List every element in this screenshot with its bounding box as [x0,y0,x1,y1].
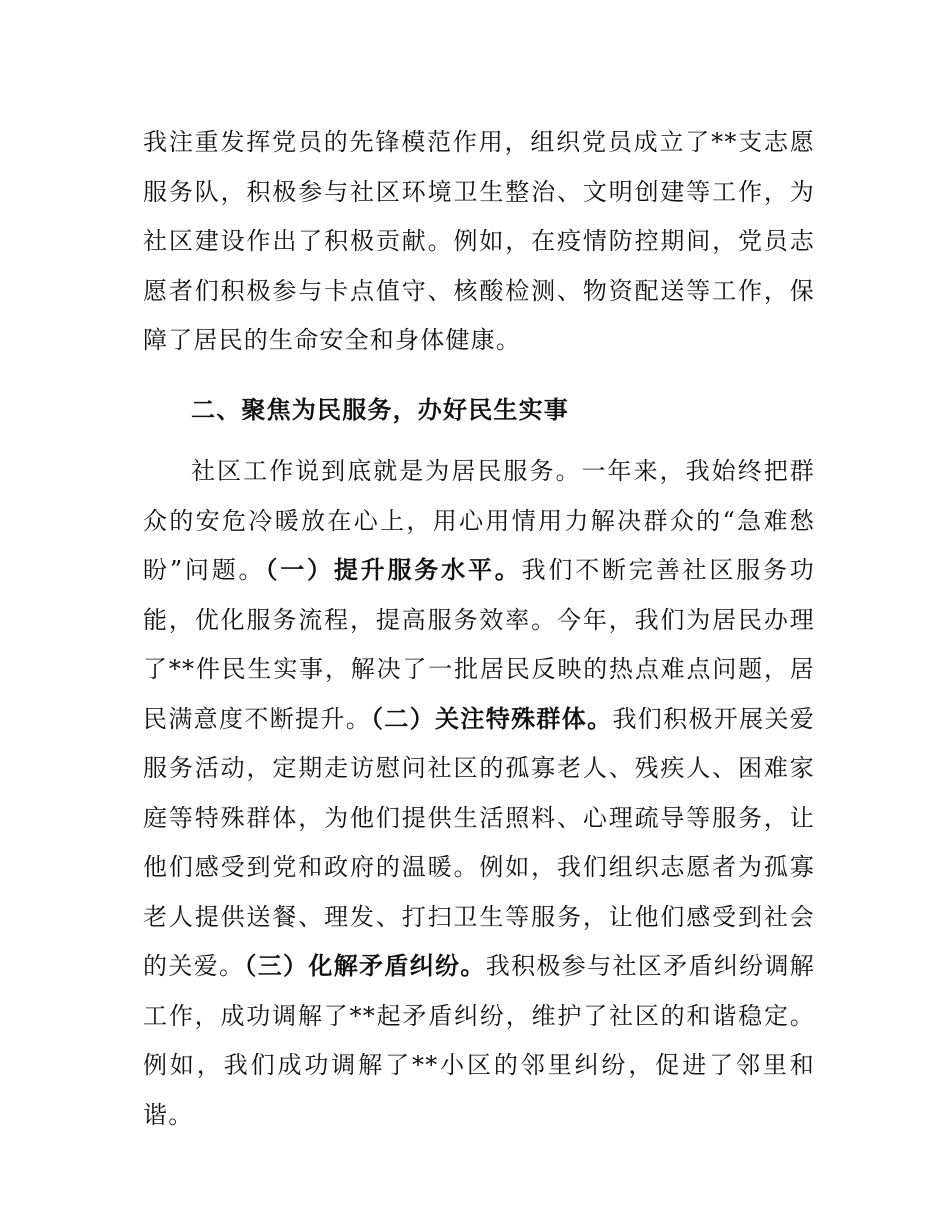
subheading-resolve-disputes: （三）化解矛盾纠纷。 [244,952,486,980]
subheading-improve-service: （一）提升服务水平。 [265,556,522,584]
resolve-disputes-body: 我积极参与社区矛盾纠纷调解工作，成功调解了**起矛盾纠纷，维护了社区的和谐稳定。例如，我们成功调解了**小区的邻里纠纷，促进了邻里和谐。 [143,952,816,1129]
paragraph-party-volunteers: 我注重发挥党员的先锋模范作用，组织党员成立了**支志愿服务队，积极参与社区环境卫生整治、文明创建等工作，为社区建设作出了积极贡献。例如，在疫情防控期间，党员志愿者们积极参与卡点值守、核酸检测、物资配送等工作，保障了居民的生命安全和身体健康。 [143,128,815,354]
special-groups-body: 我们积极开展关爱服务活动，定期走访慰问社区的孤寡老人、残疾人、困难家庭等特殊群体，为他们提供生活照料、心理疏导等服务，让他们感受到党和政府的温暖。例如，我们组织志愿者为孤寡老人提供送餐、理发、打扫卫生等服务，让他们感受到社会的关爱。 [143,704,816,980]
section-heading-2: 二、聚焦为民服务，办好民生实事 [191,396,569,424]
improve-service-body: 我们不断完善社区服务功能，优化服务流程，提高服务效率。今年，我们为居民办理了**件民生实事，解决了一批居民反映的热点难点问题，居民满意度不断提升。 [143,556,815,733]
paragraph-intro: 社区工作说到底就是为居民服务。一年来，我始终把群众的安危冷暖放在心上，用心用情用力解决群众的“急难愁盼”问题。 [143,457,815,584]
subheading-special-groups: （二）关注特殊群体。 [371,704,613,733]
paragraph-public-service [143,447,815,1140]
